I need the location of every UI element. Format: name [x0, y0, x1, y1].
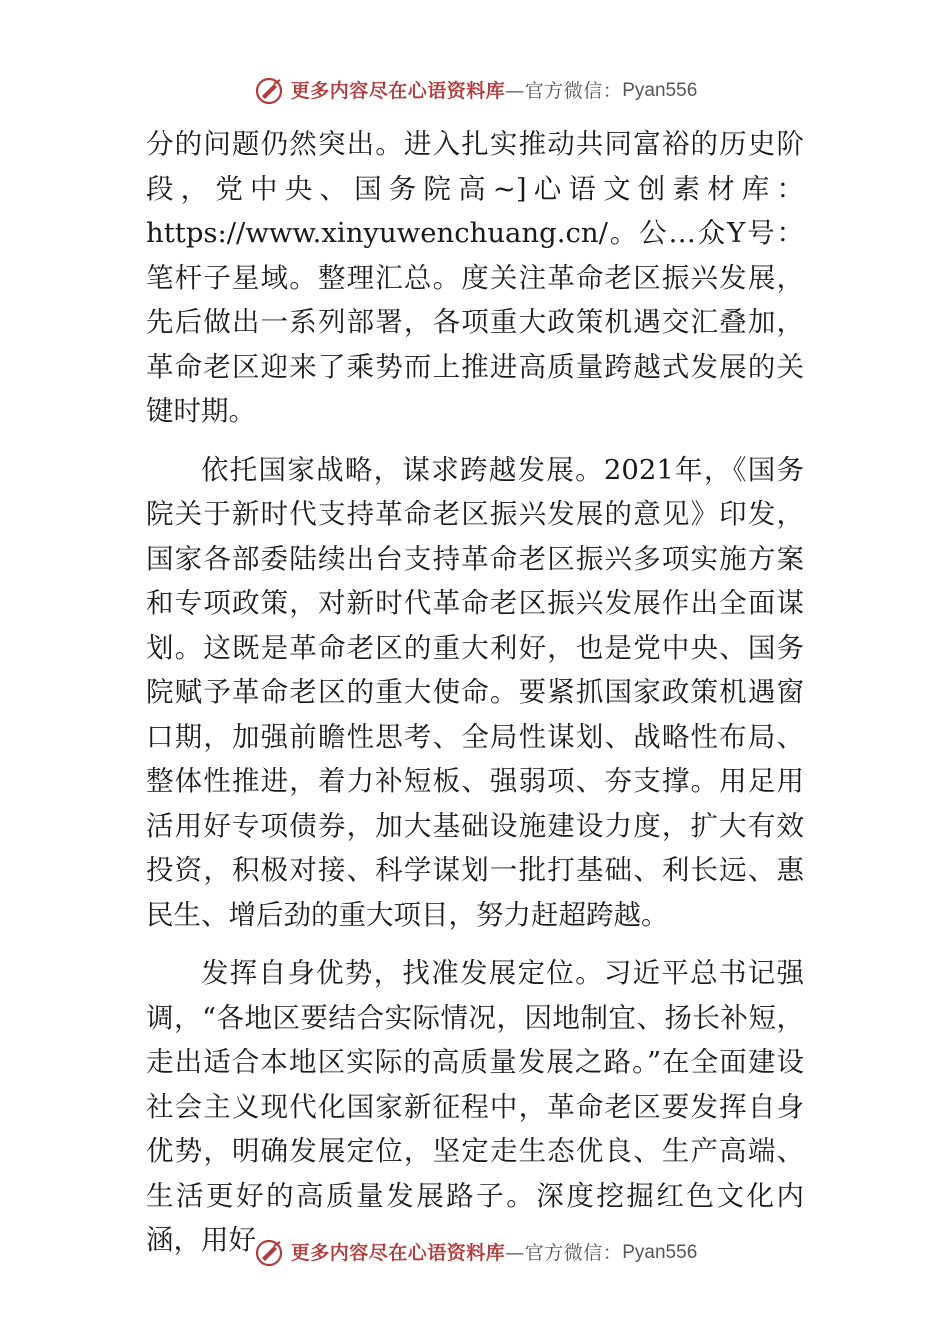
header-account: Pyan556 [622, 80, 698, 101]
paragraph-2: 依托国家战略，谋求跨越发展。2021年，《国务院关于新时代支持革命老区振兴发展的意见》印发，国家各部委陆续出台支持革命老区振兴多项实施方案和专项政策，对新时代革命老区振兴发展作出全面谋划。这既是革命老区的重大利好，也是党中央、国务院赋予革命老区的重大使命。要紧抓国家政策机遇窗口期，加强前瞻性思考、全局性谋划、战略性布局、整体性推进，着力补短板、强弱项、夯支撑。用足用活用好专项债券，加大基础设施建设力度，扩大有效投资，积极对接、科学谋划一批打基础、利长远、惠民生、增后劲的重大项目，努力赶超跨越。 [146, 453, 804, 931]
header-site-text: 更多内容尽在心语资料库 [290, 80, 506, 102]
header-dash: — [505, 80, 525, 102]
brand-logo-icon [253, 1238, 287, 1268]
footer-banner [0, 1238, 950, 1268]
footer-wechat-label: 官方微信： [524, 1242, 623, 1264]
paragraph-3: 发挥自身优势，找准发展定位。习近平总书记强调，“各地区要结合实际情况，因地制宜、扬长补短，走出适合本地区实际的高质量发展之路。”在全面建设社会主义现代化国家新征程中，革命老区要发挥自身优势，明确发展定位，坚定走生态优良、生产高端、生活更好的高质量发展路子。深度挖掘红色文化内涵，用好 [146, 957, 804, 1256]
paragraph-1: 分的问题仍然突出。进入扎实推动共同富裕的历史阶段，党中央、国务院高~]心语文创素材库：https://www.xinyuwenchuang.cn/。公…众Y号：笔杆子星域。整理汇总。度关注革命老区振兴发展，先后做出一系列部署，各项重大政策机遇交汇叠加，革命老区迎来了乘势而上推进高质量跨越式发展的关键时期。 [146, 128, 804, 427]
footer-dash: — [505, 1242, 525, 1264]
footer-site-text: 更多内容尽在心语资料库 [290, 1242, 506, 1264]
document-body [146, 122, 804, 1277]
header-wechat-label: 官方微信： [524, 80, 623, 102]
header-banner [0, 76, 950, 106]
brand-logo-icon [253, 76, 287, 106]
footer-account: Pyan556 [622, 1242, 698, 1263]
